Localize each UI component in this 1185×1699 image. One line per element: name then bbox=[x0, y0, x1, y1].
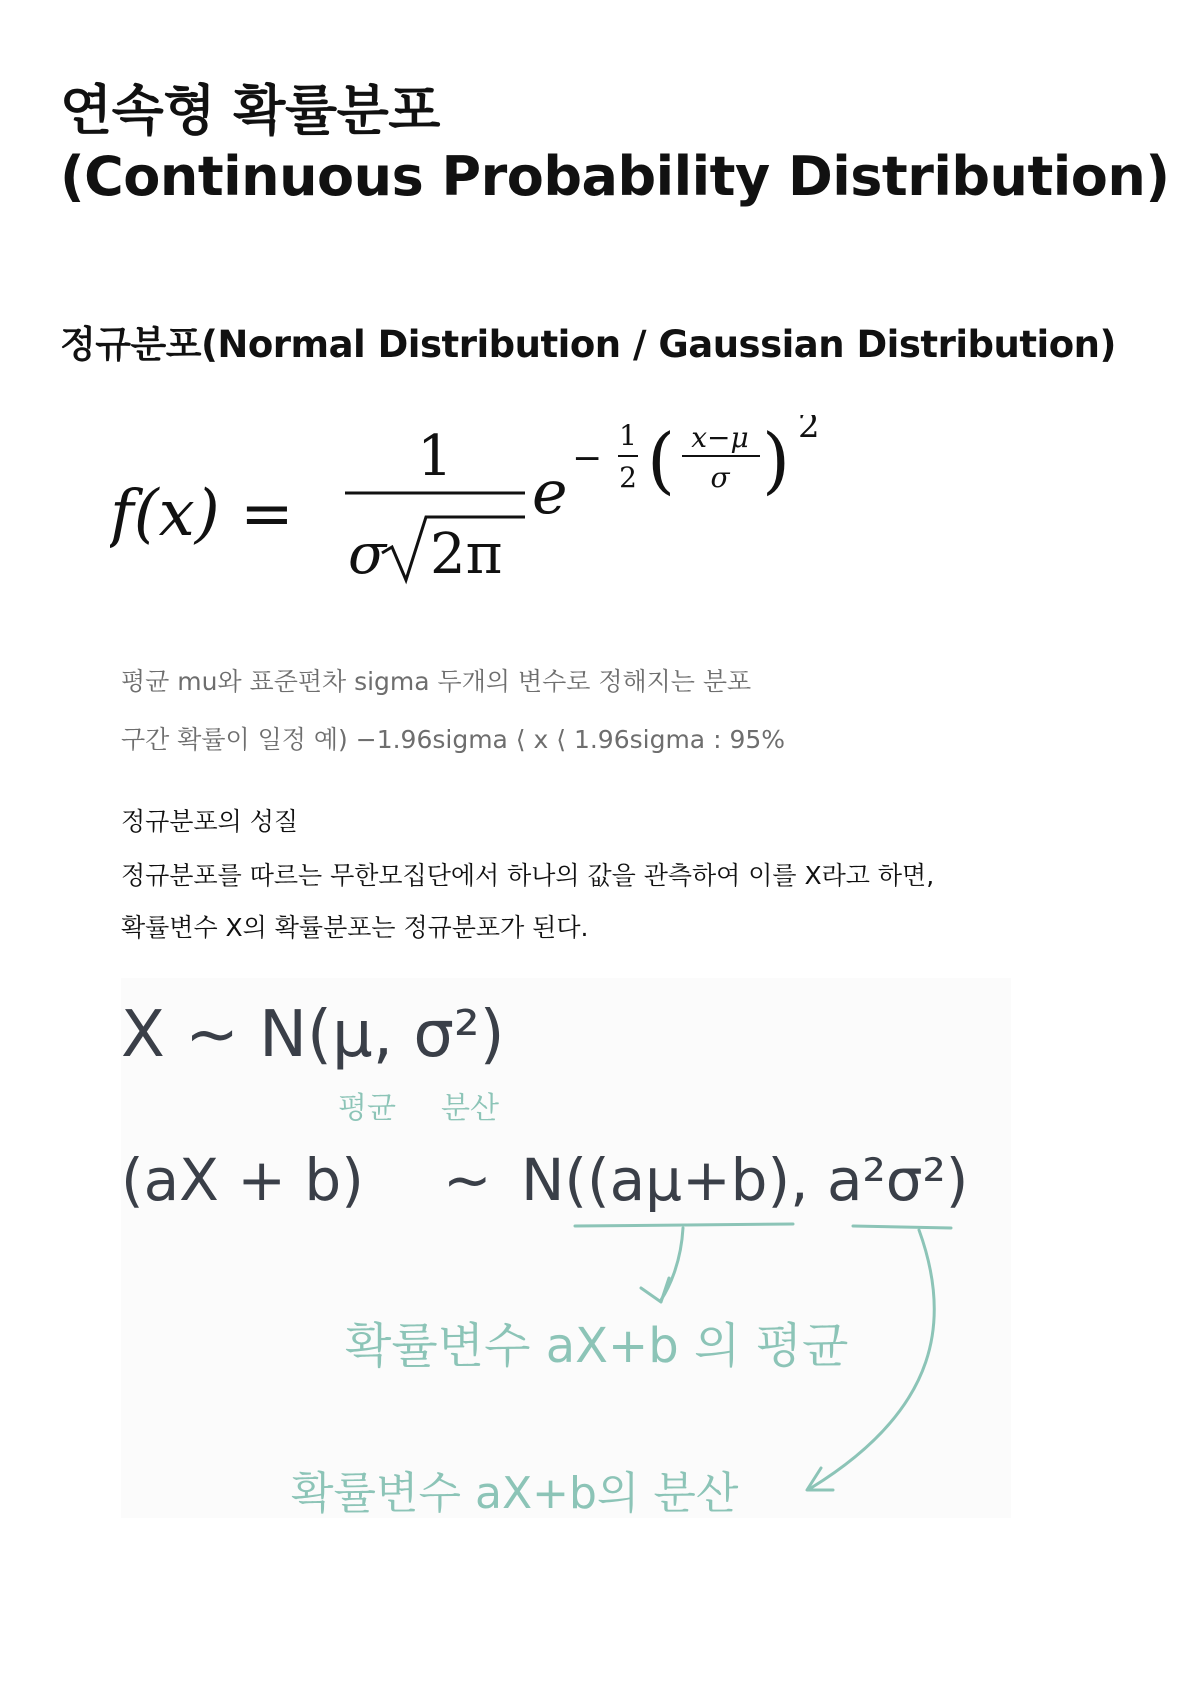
hw-equation-2-right: N((aμ+b), a²σ²) bbox=[521, 1146, 969, 1214]
hw-equation-1: X ~ N(μ, σ²) bbox=[121, 998, 505, 1072]
properties-heading: 정규분포의 성질 bbox=[121, 807, 298, 836]
formula-base-e: e bbox=[532, 458, 568, 528]
hw-equation-2-left: (aX + b) bbox=[121, 1146, 364, 1214]
hw-label-variance: 분산 bbox=[441, 1091, 499, 1126]
page-title-korean: 연속형 확률분포 bbox=[60, 79, 440, 142]
hw-label-mean: 평균 bbox=[338, 1091, 396, 1126]
hw-underline-mean bbox=[575, 1224, 793, 1226]
formula-exp-power: 2 bbox=[798, 415, 820, 446]
formula-exp-half-den: 2 bbox=[619, 461, 637, 494]
hw-equation-2-tilde: ~ bbox=[443, 1146, 492, 1214]
formula-exp-minus: − bbox=[572, 438, 603, 479]
hw-note-mean: 확률변수 aX+b 의 평균 bbox=[345, 1318, 849, 1374]
formula-numerator: 1 bbox=[417, 424, 453, 489]
description-line-2: 구간 확률이 일정 예) −1.96sigma ⟨ x ⟨ 1.96sigma : 95% bbox=[121, 725, 786, 754]
formula-graphic bbox=[110, 415, 930, 630]
handwritten-notes-graphic bbox=[121, 978, 1011, 1518]
normal-pdf-formula bbox=[110, 415, 930, 630]
formula-exp-half-num: 1 bbox=[619, 419, 637, 452]
formula-denominator-root: 2π bbox=[430, 522, 503, 587]
page-title bbox=[60, 78, 1170, 210]
formula-exp-frac-den: σ bbox=[710, 461, 730, 494]
properties-line-2: 확률변수 X의 확률분포는 정규분포가 된다. bbox=[121, 913, 589, 942]
formula-denominator-sigma: σ bbox=[348, 522, 387, 587]
formula-exp-paren-right: ) bbox=[762, 418, 791, 502]
formula-exp-frac-num: x−μ bbox=[691, 421, 749, 454]
hw-note-variance: 확률변수 aX+b의 분산 bbox=[291, 1468, 739, 1518]
description-line-1: 평균 mu와 표준편차 sigma 두개의 변수로 정해지는 분포 bbox=[121, 667, 752, 696]
properties-line-1: 정규분포를 따르는 무한모집단에서 하나의 값을 관측하여 이를 X라고 하면, bbox=[121, 861, 935, 890]
section-title-normal-distribution: 정규분포(Normal Distribution / Gaussian Distribution) bbox=[60, 323, 1116, 366]
hw-underline-variance bbox=[853, 1226, 951, 1228]
formula-lhs: f(x) = bbox=[110, 477, 294, 551]
page-title-english: (Continuous Probability Distribution) bbox=[60, 145, 1170, 208]
formula-exp-paren-left: ( bbox=[647, 418, 676, 502]
handwritten-notes bbox=[121, 978, 1011, 1518]
hw-arrowhead-mean bbox=[641, 1278, 669, 1302]
